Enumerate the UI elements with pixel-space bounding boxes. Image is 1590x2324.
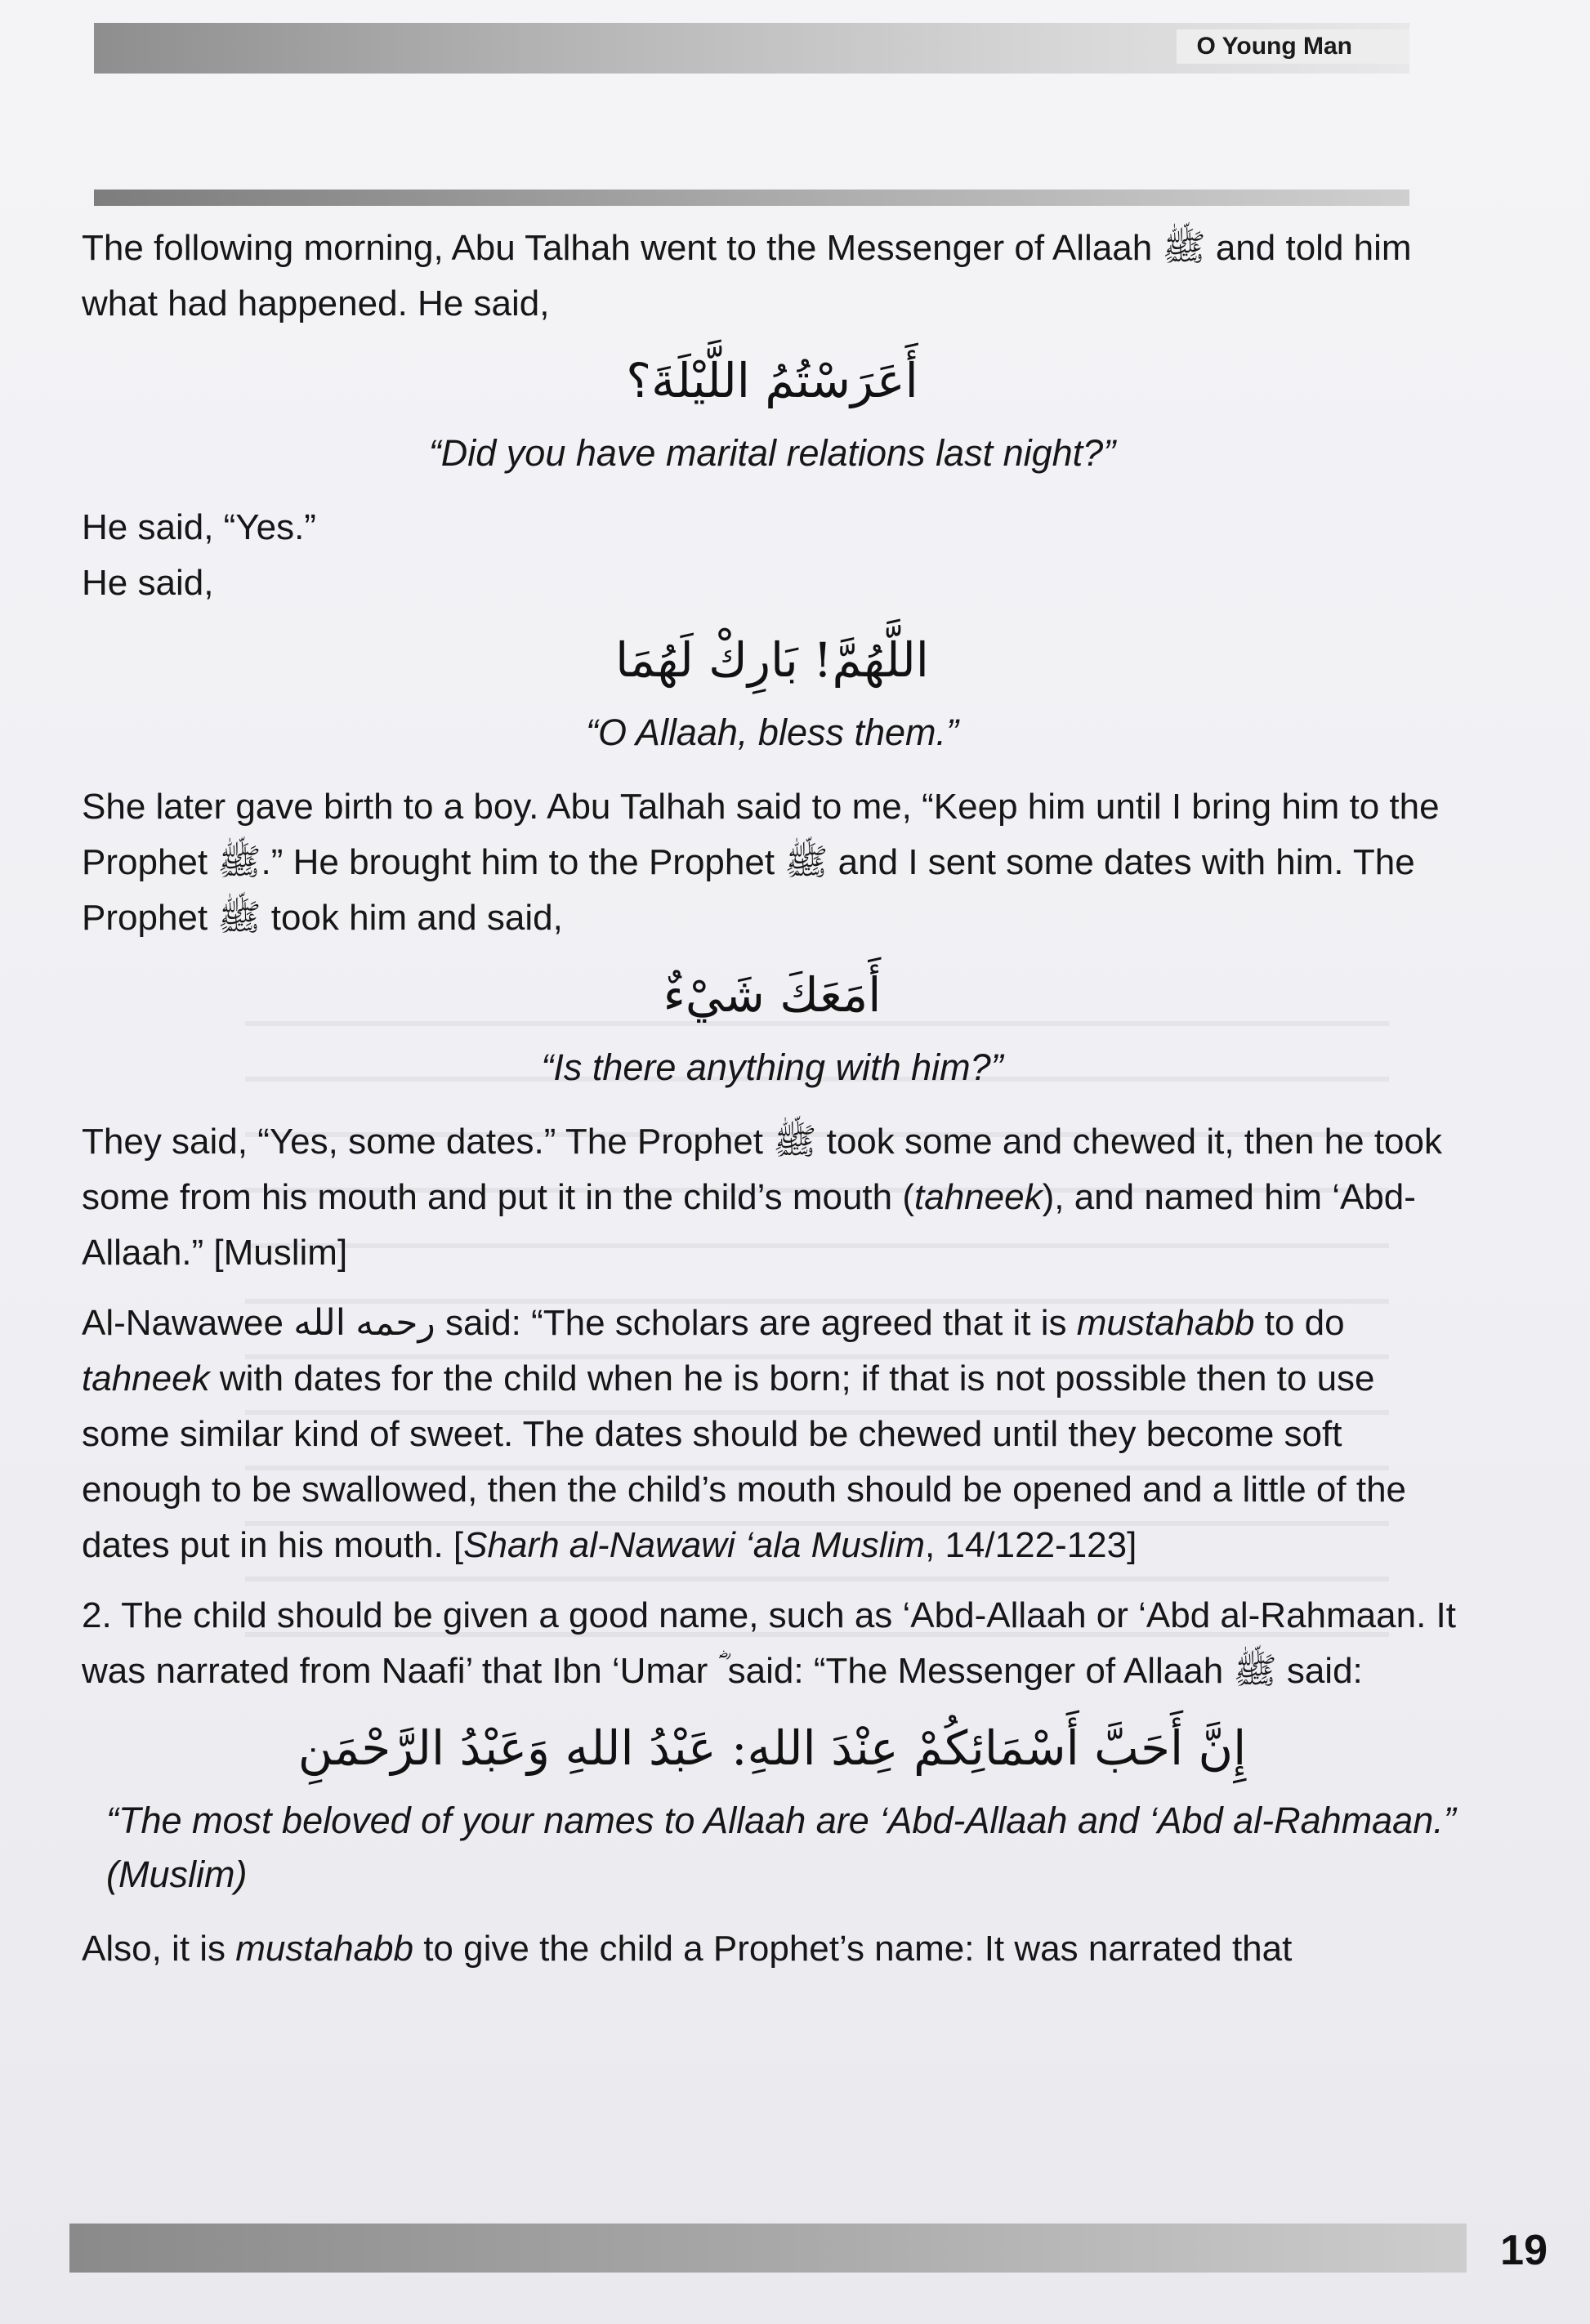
paragraph (82, 1114, 1463, 1281)
header-rule (94, 190, 1409, 206)
text-span: with dates for the child when he is born; if that is not possible then to use some similar kind of sweet. The dates should be chewed until they become soft enough to be swallowed, then the child’s mouth should be opened and a little of the dates put in his mouth. [ (82, 1358, 1407, 1565)
running-header-title: O Young Man (1177, 29, 1409, 64)
footer-bar (69, 2224, 1467, 2273)
header-bar (94, 23, 1409, 74)
arabic-quote: إِنَّ أَحَبَّ أَسْمَائِكُمْ عِنْدَ اللهِ: عَبْدُ اللهِ وَعَبْدُ الرَّحْمَنِ (297, 1720, 1247, 1776)
emphasis: mustahabb (1076, 1303, 1255, 1343)
page-content (82, 221, 1463, 1977)
text-span: ), and named him ‘Abd-Allaah.” [Muslim] (82, 1177, 1416, 1273)
emphasis: tahneek (914, 1177, 1043, 1217)
paragraph (82, 1296, 1463, 1573)
text-span: Al-Nawawee رحمه الله said: “The scholars are agreed that it is (82, 1303, 1077, 1343)
spacer (82, 1573, 1463, 1588)
paragraph: He said, “Yes.” (82, 507, 316, 547)
arabic-quote: أَعَرَسْتُمُ اللَّيْلَةَ؟ (626, 353, 918, 408)
paragraph: 2. The child should be given a good name, such as ‘Abd-Allaah or ‘Abd al-Rahmaan. It was narrated from Naafi’ that Ibn ‘Umar ؓ said: “The Messenger of Allaah ﷺ said: (82, 1595, 1456, 1691)
paragraph: The following morning, Abu Talhah went to the Messenger of Allaah ﷺ and told him what had happened. He said, (82, 228, 1412, 323)
text-span: to give the child a Prophet’s name: It was narrated that (413, 1929, 1293, 1969)
spacer (82, 1281, 1463, 1296)
text-span: Also, it is (82, 1929, 236, 1969)
arabic-quote: اللَّهُمَّ! بَارِكْ لَهُمَا (615, 632, 929, 688)
arabic-quote: أَمَعَكَ شَيْءٌ (663, 967, 882, 1023)
emphasis: tahneek (82, 1358, 210, 1398)
emphasis: Sharh al-Nawawi ‘ala Muslim (463, 1525, 926, 1565)
paragraph: She later gave birth to a boy. Abu Talhah said to me, “Keep him until I bring him to the Prophet ﷺ.” He brought him to the Prophet ﷺ and I sent some dates with him. The Prophet ﷺ took him and said, (82, 787, 1440, 938)
text-span: to do (1254, 1303, 1345, 1343)
translation-quote: “The most beloved of your names to Allaah are ‘Abd-Allaah and ‘Abd al-Rahmaan.” (Muslim) (106, 1800, 1456, 1895)
page-number: 19 (1500, 2227, 1548, 2274)
paragraph: He said, (82, 563, 214, 603)
text-span: They said, “Yes, some dates.” The Prophet ﷺ took some and chewed it, then he took some from his mouth and put it in the child’s mouth ( (82, 1122, 1442, 1217)
translation-quote: “O Allaah, bless them.” (586, 711, 958, 753)
text-span: , 14/122-123] (925, 1525, 1137, 1565)
translation-quote: “Is there anything with him?” (541, 1046, 1003, 1088)
translation-quote: “Did you have marital relations last night?” (428, 432, 1116, 474)
emphasis: mustahabb (235, 1929, 413, 1969)
paragraph (82, 1921, 1463, 1977)
